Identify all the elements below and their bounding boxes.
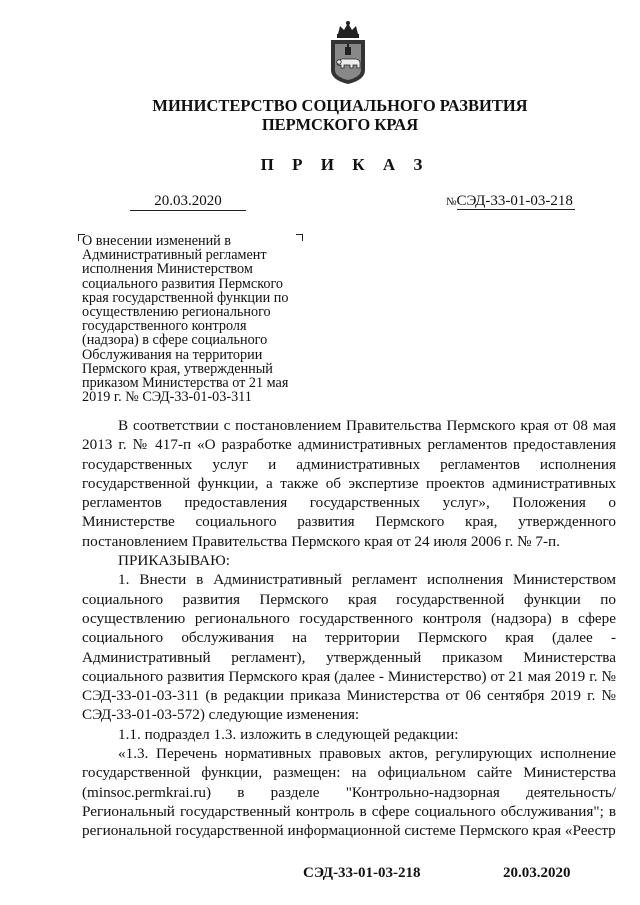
footer-order-date: 20.03.2020 (503, 865, 571, 881)
footer-order-number: СЭД-33-01-03-218 (303, 865, 421, 881)
ministry-name (0, 96, 640, 134)
order-title: П Р И К А З (260, 155, 430, 174)
body-paragraph-item-1-3: «1.3. Перечень нормативных правовых актов, регулирующих исполнение государственной функции, размещен: на официальном сайте Министерства (minsoc.permkrai.ru) в разделе "Контрольно-надзорная деятельность/Региональный государственный контроль в сфере социального обслуживания"; в региональной государственной информационной системе Пермского края «Реестр (82, 745, 616, 840)
ministry-line-2: ПЕРМСКОГО КРАЯ (261, 115, 419, 134)
order-number (446, 192, 575, 211)
ministry-line-1: МИНИСТЕРСТВО СОЦИАЛЬНОГО РАЗВИТИЯ (152, 96, 528, 115)
order-subject: О внесении изменений в Административный регламент исполнения Министерством социального развития Пермского края государственной функции по осуществлению регионального государственного контроля (надзора) в сфере социального Обслуживания на территории Пермского края, утвержденный приказом Министерства от 21 мая 2019 г. № СЭД-33-01-03-311 (82, 233, 289, 406)
body-paragraph-item-1: 1. Внести в Административный регламент исполнения Министерством социального развития Пермского края государственной функции по осуществлению регионального государственного контроля (надзора) в сфере социального обслуживания на территории Пермского края (далее - Административный регламент), утвержденный приказом Министерства социального развития Пермского края (далее - Министерство) от 21 мая 2019 г. № СЭД-33-01-03-311 (в редакции приказа Министерства от 06 сентября 2019 г. № СЭД-33-01-03-572) следующие изменения: (82, 571, 616, 724)
body-paragraph-basis: В соответствии с постановлением Правительства Пермского края от 08 мая 2013 г. № 417-п «О разработке административных регламентов предоставления государственных услуг и административных регламентов исполнения государственной функции, а также об экспертизе проектов административных регламентов предоставления государственных услуг», Положения о Министерстве социального развития Пермского края, утвержденного постановлением Правительства Пермского края от 24 июля 2006 г. № 7-п. (82, 417, 616, 550)
order-body (82, 416, 616, 841)
number-sign: № (446, 196, 457, 208)
order-date: 20.03.2020 (130, 192, 246, 211)
body-paragraph-order: ПРИКАЗЫВАЮ: (118, 552, 230, 570)
body-paragraph-item-1-1: 1.1. подраздел 1.3. изложить в следующей редакции: (118, 725, 459, 743)
coat-of-arms-icon (325, 20, 371, 86)
number-value: СЭД-33-01-03-218 (456, 193, 573, 209)
